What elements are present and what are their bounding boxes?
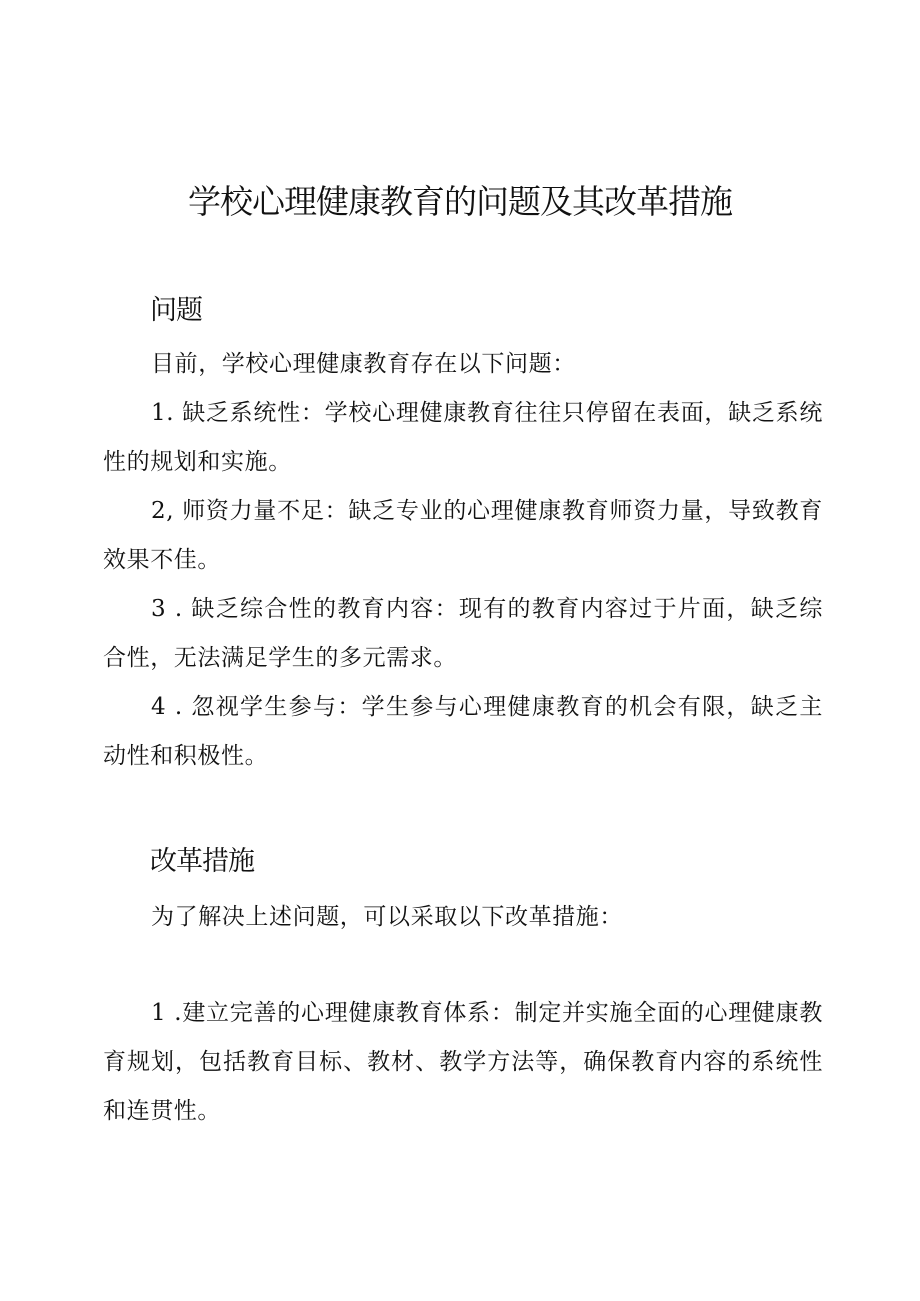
list-item: 1 .建立完善的心理健康教育体系：制定并实施全面的心理健康教育规划，包括教育目标、教材、教学方法等，确保教育内容的系统性和连贯性。 xyxy=(103,1000,823,1124)
list-item: 4 . 忽视学生参与：学生参与心理健康教育的机会有限，缺乏主动性和积极性。 xyxy=(103,694,823,769)
section-intro-reforms: 为了解决上述问题，可以采取以下改革措施： xyxy=(151,904,623,930)
list-item: 3 . 缺乏综合性的教育内容：现有的教育内容过于片面，缺乏综合性，无法满足学生的多元需求。 xyxy=(103,596,823,671)
document-title: 学校心理健康教育的问题及其改革措施 xyxy=(188,182,732,221)
section-heading-reforms: 改革措施 xyxy=(150,846,254,877)
section-heading-problems: 问题 xyxy=(150,295,202,326)
list-item: 1. 缺乏系统性：学校心理健康教育往往只停留在表面，缺乏系统性的规划和实施。 xyxy=(103,400,823,475)
list-item: 2, 师资力量不足：缺乏专业的心理健康教育师资力量，导致教育效果不佳。 xyxy=(103,498,823,573)
section-intro-problems: 目前，学校心理健康教育存在以下问题： xyxy=(151,351,576,377)
